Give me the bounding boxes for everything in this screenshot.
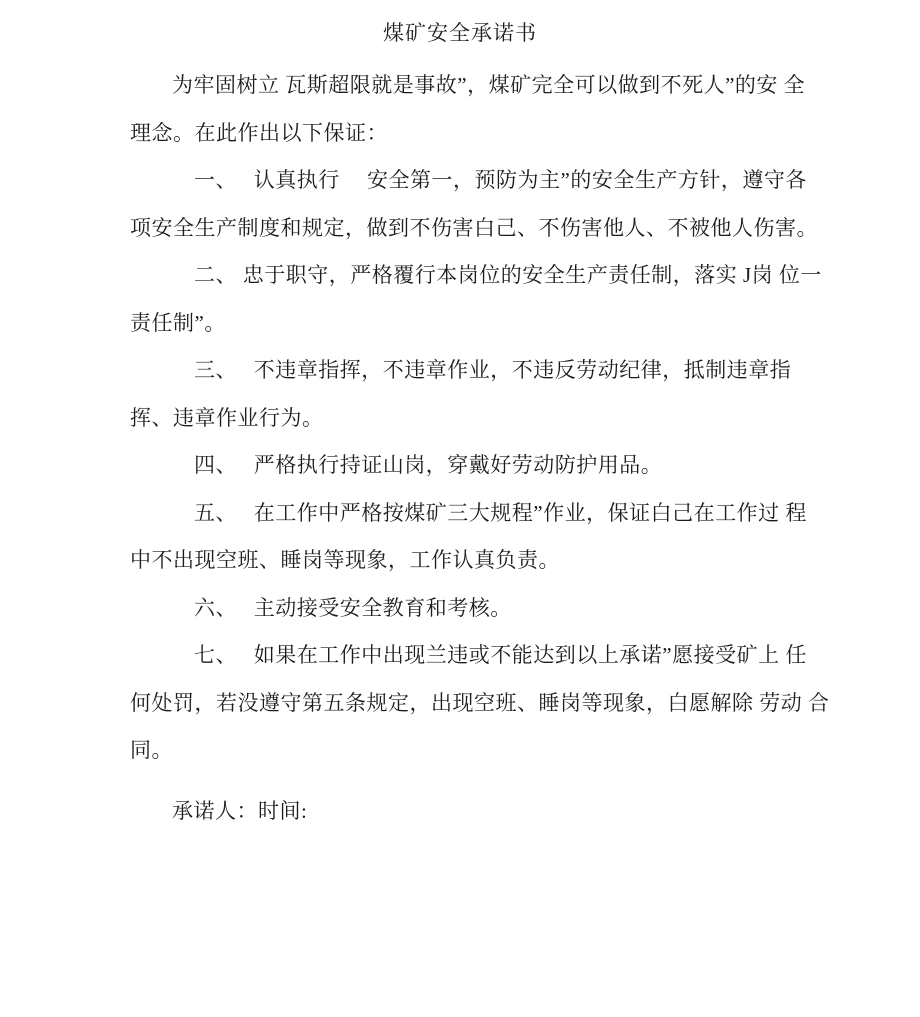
document-line: 七、 如果在工作中出现兰违或不能达到以上承诺”愿接受矿上 任 xyxy=(194,643,807,667)
document-line: 项安全生产制度和规定，做到不伤害白己、不伤害他人、不被他人伤害。 xyxy=(130,215,818,240)
signature-line: 承诺人：时间: xyxy=(172,798,308,823)
document-line: 四、 严格执行持证山岗，穿戴好劳动防护用品。 xyxy=(194,453,663,477)
document-line: 何处罚，若没遵守第五条规定，出现空班、睡岗等现象，白愿解除 劳动 合 xyxy=(130,690,830,715)
document-line: 六、 主动接受安全教育和考核。 xyxy=(194,595,512,620)
document-line: 二、 忠于职守，严格覆行本岗位的安全生产责任制，落实 J岗 位一 xyxy=(194,263,822,287)
document-line: 同。 xyxy=(130,738,173,762)
document-line: 挥、违章作业行为。 xyxy=(130,405,324,430)
document-line: 一、 认真执行 安全第一，预防为主”的安全生产方针，遵守各 xyxy=(194,168,807,192)
document-line: 中不出现空班、睡岗等现象，工作认真负责。 xyxy=(130,548,560,572)
document-line: 为牢固树立 瓦斯超限就是事故”，煤矿完全可以做到不死人”的安 全 xyxy=(172,73,806,97)
document-line: 理念。在此作出以下保证： xyxy=(130,120,388,145)
document-line: 五、 在工作中严格按煤矿三大规程”作业，保证白己在工作过 程 xyxy=(194,500,807,525)
document-line: 三、 不违章指挥，不违章作业，不违反劳动纪律，抵制违章指 xyxy=(194,358,792,382)
document-body xyxy=(0,47,920,835)
document-title: 煤矿安全承诺书 xyxy=(383,21,537,45)
document-line: 责任制”。 xyxy=(130,310,226,335)
